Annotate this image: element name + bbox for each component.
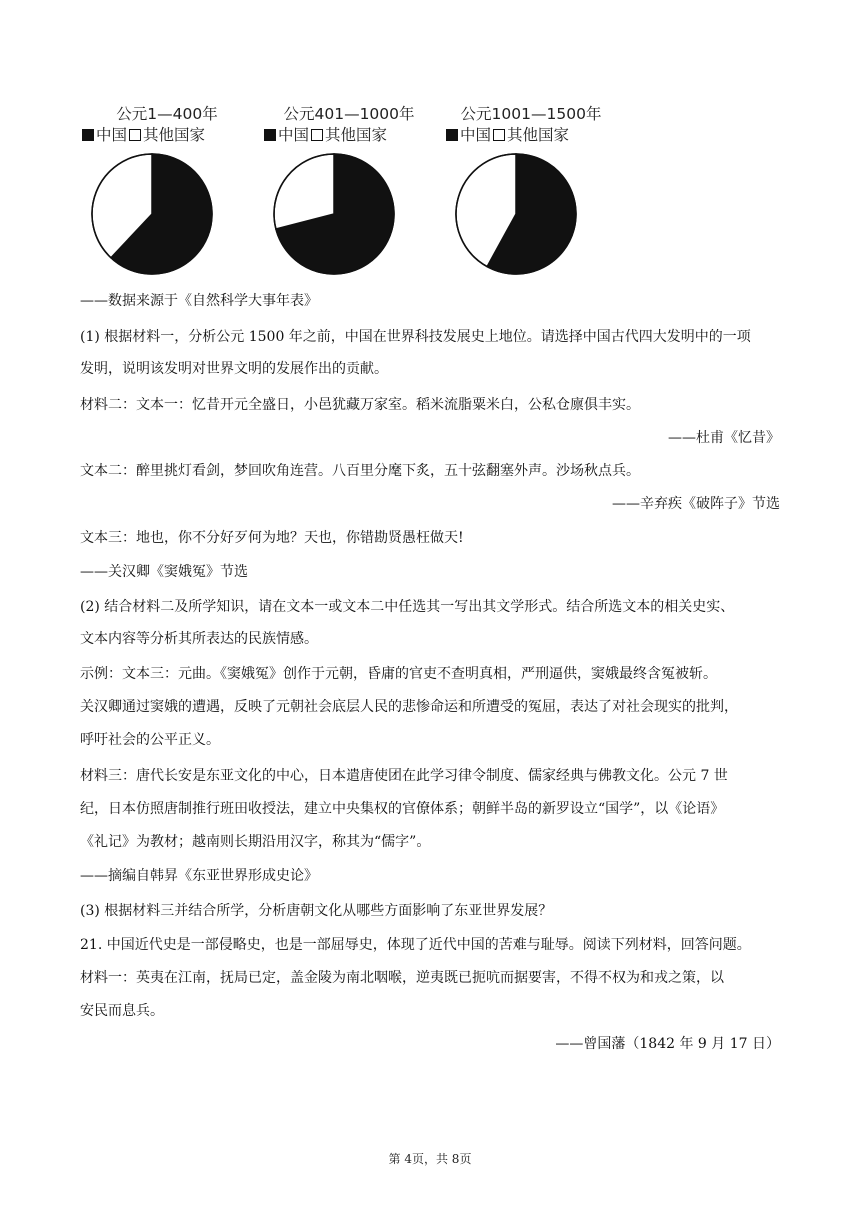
legend-china-swatch [82, 129, 94, 141]
legend-other-swatch [493, 129, 505, 141]
pie-svg [264, 146, 404, 282]
question-21-material-1-line-1: 材料一：英夷在江南，抚局已定，盖金陵为南北咽喉，逆夷既已扼吭而据要害，不得不权为和戎之策，以 [80, 970, 724, 986]
material-2-source-3: ——关汉卿《窦娥冤》节选 [80, 564, 248, 580]
legend-china-label: 中国 [460, 126, 492, 144]
example-line-3: 呼吁社会的公平正义。 [80, 732, 220, 748]
question-21-material-1-line-2: 安民而息兵。 [80, 1003, 164, 1019]
material-3-line-1: 材料三：唐代长安是东亚文化的中心，日本遣唐使团在此学习律令制度、儒家经典与佛教文化。公元 7 世 [80, 768, 728, 784]
question-1-line-2: 发明，说明该发明对世界文明的发展作出的贡献。 [80, 361, 388, 377]
example-line-2: 关汉卿通过窦娥的遭遇，反映了元朝社会底层人民的悲惨命运和所遭受的冤屈，表达了对社会现实的批判， [80, 699, 738, 715]
material-2-text-1: 材料二：文本一：忆昔开元全盛日，小邑犹藏万家室。稻米流脂粟米白，公私仓廪俱丰实。 [80, 397, 640, 413]
pie-chart-2 [264, 104, 434, 282]
chart-title: 公元1—400年 [116, 105, 218, 123]
legend-china-swatch [264, 129, 276, 141]
chart-legend [264, 124, 434, 146]
chart-title: 公元401—1000年 [283, 105, 415, 123]
legend-other-label: 其他国家 [507, 126, 570, 144]
chart-legend [446, 124, 616, 146]
legend-china-label: 中国 [278, 126, 310, 144]
example-line-1: 示例：文本三：元曲。《窦娥冤》创作于元朝，昏庸的官吏不查明真相，严刑逼供，窦娥最终含冤被斩。 [80, 666, 717, 682]
legend-other-swatch [129, 129, 141, 141]
legend-china-swatch [446, 129, 458, 141]
pie-svg [446, 146, 586, 282]
material-2-text-2: 文本二：醉里挑灯看剑，梦回吹角连营。八百里分麾下炙，五十弦翻塞外声。沙场秋点兵。 [80, 463, 640, 479]
material-2-source-1: ——杜甫《忆昔》 [668, 430, 780, 446]
question-21-intro: 21. 中国近代史是一部侵略史，也是一部屈辱史，体现了近代中国的苦难与耻辱。阅读下列材料，回答问题。 [80, 937, 751, 953]
question-2-line-2: 文本内容等分析其所表达的民族情感。 [80, 631, 318, 647]
legend-other-label: 其他国家 [325, 126, 388, 144]
material-2-text-3: 文本三：地也，你不分好歹何为地？天也，你错勘贤愚枉做天! [80, 530, 464, 546]
question-21-material-1-source: ——曾国藩（1842 年 9 月 17 日） [555, 1036, 780, 1052]
source-line: ——数据来源于《自然科学大事年表》 [80, 293, 318, 309]
legend-other-swatch [311, 129, 323, 141]
material-3-line-3: 《礼记》为教材；越南则长期沿用汉字，称其为“儒字”。 [80, 834, 431, 850]
legend-china-label: 中国 [96, 126, 128, 144]
page-footer: 第 4页，共 8页 [388, 1152, 472, 1166]
pie-chart-1 [82, 104, 252, 282]
question-1-line-1: (1) 根据材料一，分析公元 1500 年之前，中国在世界科技发展史上地位。请选择中国古代四大发明中的一项 [80, 329, 751, 345]
legend-other-label: 其他国家 [143, 126, 206, 144]
pie-chart-3 [446, 104, 616, 282]
material-2-source-2: ——辛弃疾《破阵子》节选 [612, 496, 780, 512]
question-2-line-1: (2) 结合材料二及所学知识，请在文本一或文本二中任选其一写出其文学形式。结合所选文本的相关史实、 [80, 599, 735, 615]
chart-legend [82, 124, 252, 146]
pie-svg [82, 146, 222, 282]
chart-title: 公元1001—1500年 [460, 105, 602, 123]
question-3-line-1: (3) 根据材料三并结合所学，分析唐朝文化从哪些方面影响了东亚世界发展？ [80, 903, 553, 919]
material-3-source: ——摘编自韩昇《东亚世界形成史论》 [80, 868, 318, 884]
material-3-line-2: 纪，日本仿照唐制推行班田收授法，建立中央集权的官僚体系；朝鲜半岛的新罗设立“国学”，以《论语》 [80, 801, 725, 817]
